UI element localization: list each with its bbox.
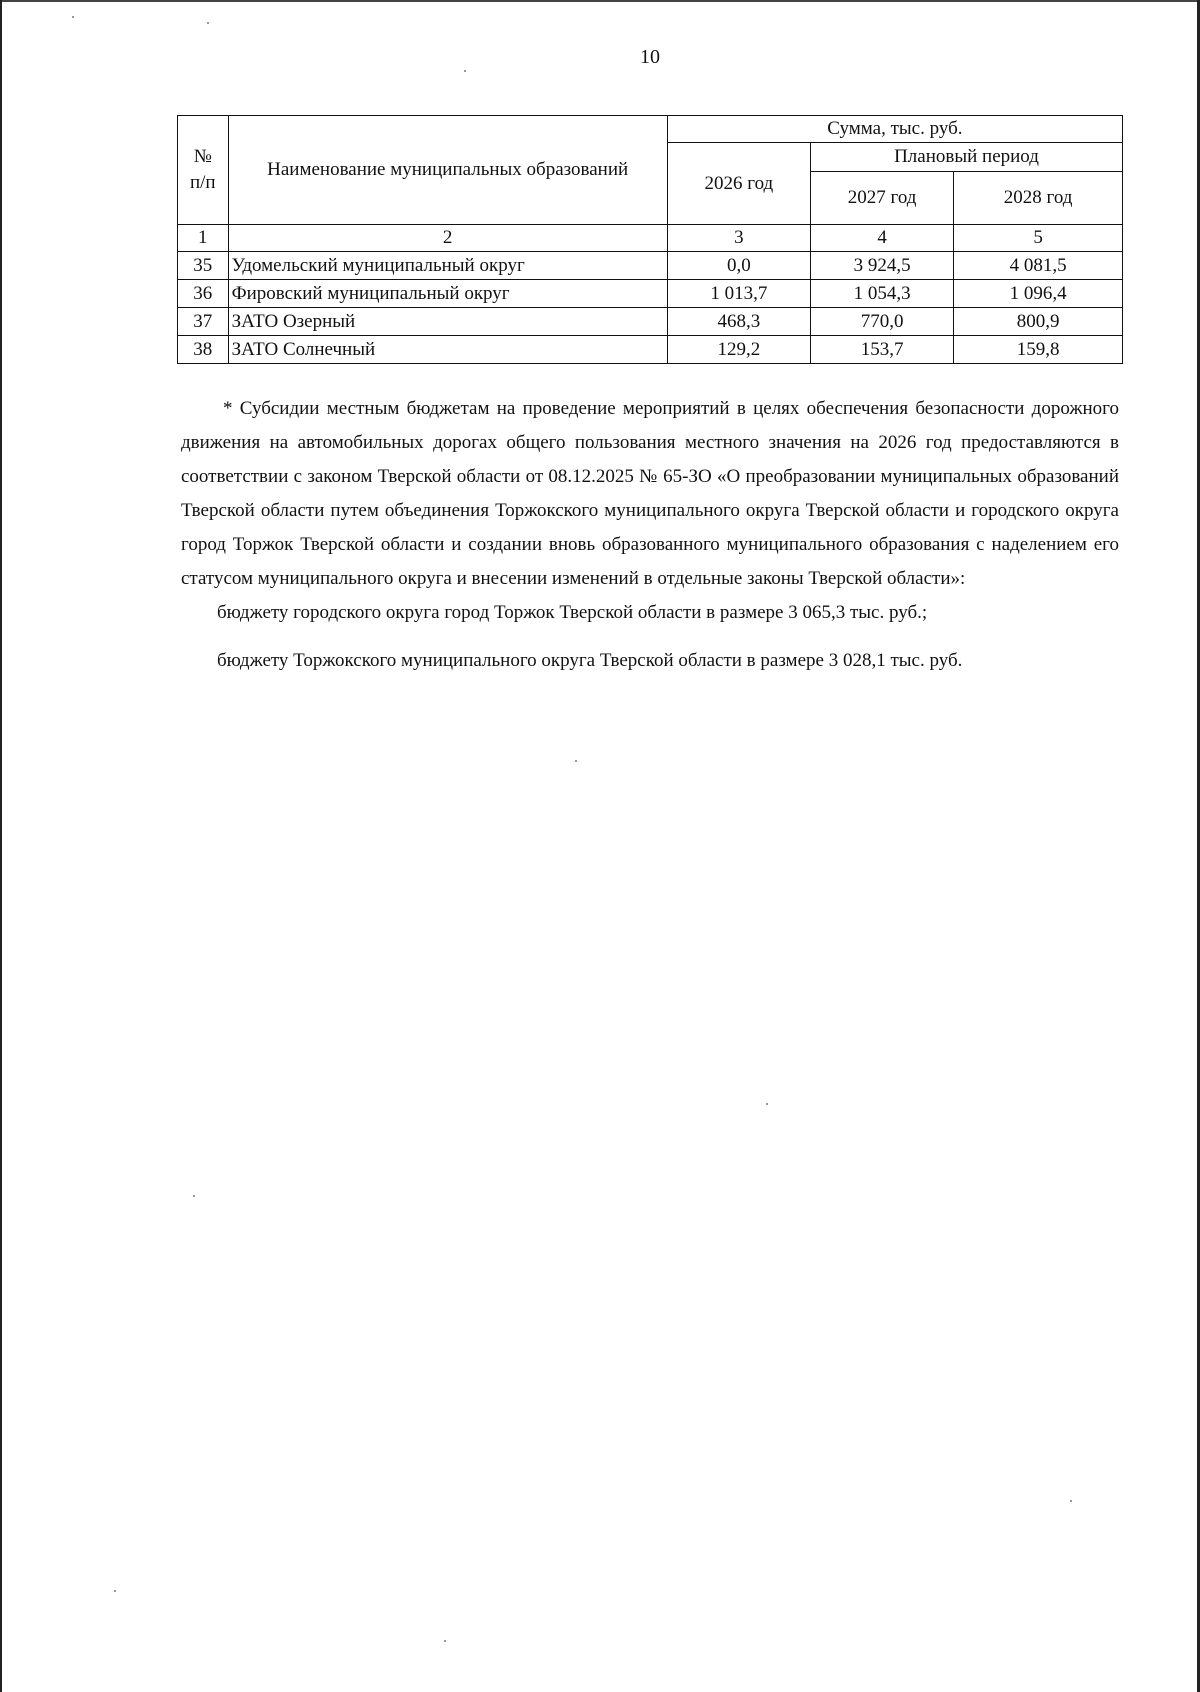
municipality-name: Фировский муниципальный округ	[228, 280, 667, 308]
value-2028: 4 081,5	[954, 252, 1123, 280]
page-number: 10	[640, 46, 660, 68]
value-2027: 153,7	[811, 336, 954, 364]
budget-allocation-line: бюджету городского округа город Торжок Тверской области в размере 3 065,3 тыс. руб.;	[217, 602, 928, 623]
header-row-number: № п/п	[178, 116, 229, 225]
table-row	[178, 280, 1123, 308]
row-number: 35	[178, 252, 229, 280]
column-index: 1	[178, 225, 229, 252]
row-number: 38	[178, 336, 229, 364]
scan-speck	[575, 760, 577, 762]
value-2027: 1 054,3	[811, 280, 954, 308]
column-index: 2	[228, 225, 667, 252]
budget-allocation-line: бюджету Торжокского муниципального округа Тверской области в размере 3 028,1 тыс. руб.	[217, 650, 963, 671]
scan-speck	[1070, 1500, 1072, 1502]
scan-speck	[766, 1103, 768, 1105]
scan-speck	[114, 1590, 116, 1592]
scan-speck	[207, 22, 209, 24]
scan-edge-left	[0, 0, 2, 1692]
header-planning-period: Плановый период	[811, 143, 1123, 172]
value-2028: 1 096,4	[954, 280, 1123, 308]
header-sum: Сумма, тыс. руб.	[667, 116, 1122, 143]
scan-speck	[444, 1640, 446, 1642]
value-2027: 770,0	[811, 308, 954, 336]
scan-speck	[193, 1195, 195, 1197]
value-2026: 0,0	[667, 252, 810, 280]
scan-speck	[72, 16, 74, 18]
column-index: 4	[811, 225, 954, 252]
value-2028: 800,9	[954, 308, 1123, 336]
header-municipality-name: Наименование муниципальных образований	[228, 116, 667, 225]
value-2027: 3 924,5	[811, 252, 954, 280]
footnote-paragraph: * Субсидии местным бюджетам на проведение мероприятий в целях обеспечения безопасности дорожного движения на автомобильных дорогах общего пользования местного значения на 2026 год предоставляются в соответствии с законом Тверской области от 08.12.2025 № 65-ЗО «О преобразовании муниципальных образований Тверской области путем объединения Торжокского муниципального округа Тверской области и городского округа город Торжок Тверской области и создании вновь образованного муниципального образования с наделением его статусом муниципального округа и внесении изменений в отдельные законы Тверской области»:	[181, 398, 1119, 589]
scan-speck	[464, 70, 466, 72]
municipality-name: Удомельский муниципальный округ	[228, 252, 667, 280]
subsidy-table	[177, 115, 1123, 364]
municipality-name: ЗАТО Солнечный	[228, 336, 667, 364]
table-row	[178, 336, 1123, 364]
table-row	[178, 252, 1123, 280]
row-number: 36	[178, 280, 229, 308]
value-2028: 159,8	[954, 336, 1123, 364]
header-year-2028: 2028 год	[954, 172, 1123, 225]
value-2026: 468,3	[667, 308, 810, 336]
header-year-2027: 2027 год	[811, 172, 954, 225]
row-number: 37	[178, 308, 229, 336]
scan-edge-top	[0, 0, 1200, 2]
column-index: 3	[667, 225, 810, 252]
value-2026: 1 013,7	[667, 280, 810, 308]
value-2026: 129,2	[667, 336, 810, 364]
subsidy-table-container	[177, 115, 1123, 364]
municipality-name: ЗАТО Озерный	[228, 308, 667, 336]
table-row	[178, 308, 1123, 336]
column-index-row	[178, 225, 1123, 252]
notes-section	[181, 392, 1119, 678]
header-year-2026: 2026 год	[667, 143, 810, 225]
column-index: 5	[954, 225, 1123, 252]
